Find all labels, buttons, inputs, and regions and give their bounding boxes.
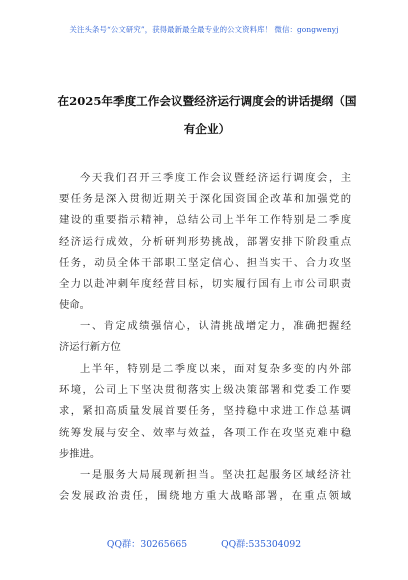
text-line: 上半年，特别是二季度以来，面对复杂多变的内外部	[80, 363, 351, 375]
section-heading-one	[59, 316, 351, 358]
text-line: 步推进。	[59, 447, 101, 460]
text-line: 一是服务大局展现新担当。坚决扛起服务区域经济社	[80, 469, 351, 481]
paragraph-serve-overall	[59, 465, 351, 507]
text-line: 会发展政治责任，围绕地方重大战略部署，在重点领域	[59, 490, 351, 503]
text-line: 济运行新方位	[59, 341, 121, 354]
text-line: 一、肯定成绩强信心，认清挑战增定力，准确把握经	[80, 320, 351, 332]
text-line: 全力以赴冲刺年度经营目标，切实履行国有上市公司职责	[59, 277, 351, 290]
text-line: 任务，动员全体干部职工坚定信心、担当实干、合力攻坚	[59, 256, 351, 269]
text-line: 今天我们召开三季度工作会议暨经济运行调度会，主	[80, 172, 351, 184]
document-title-line-2: 有企业）	[183, 122, 231, 136]
footer-qq-group-1: QQ群：30265665	[106, 539, 188, 550]
footer-qq-group-2: QQ群:535304092	[221, 539, 302, 550]
header-promo-text: 关注头条号“公文研究”，获得最新最全最专业的公文资料库！ 微信：gongwenyj	[69, 25, 339, 34]
text-line: 求，紧扣高质量发展首要任务，坚持稳中求进工作总基调	[59, 405, 351, 418]
document-title-line-1: 在2025年季度工作会议暨经济运行调度会的讲话提纲（国	[57, 94, 357, 108]
paragraph-opening	[59, 168, 351, 316]
text-line: 使命。	[59, 299, 90, 312]
text-line: 要任务是深入贯彻近期关于深化国资国企改革和加强党的	[59, 193, 351, 206]
text-line: 环境，公司上下坚决贯彻落实上级决策部署和党委工作要	[59, 384, 351, 397]
paragraph-first-half-review	[59, 359, 351, 465]
footer-contact	[0, 536, 408, 550]
text-line: 统筹发展与安全、效率与效益，各项工作在攻坚克难中稳	[59, 426, 351, 439]
text-line: 建设的重要指示精神，总结公司上半年工作特别是二季度	[59, 214, 351, 227]
text-line: 经济运行成效，分析研判形势挑战，部署安排下阶段重点	[59, 235, 351, 248]
